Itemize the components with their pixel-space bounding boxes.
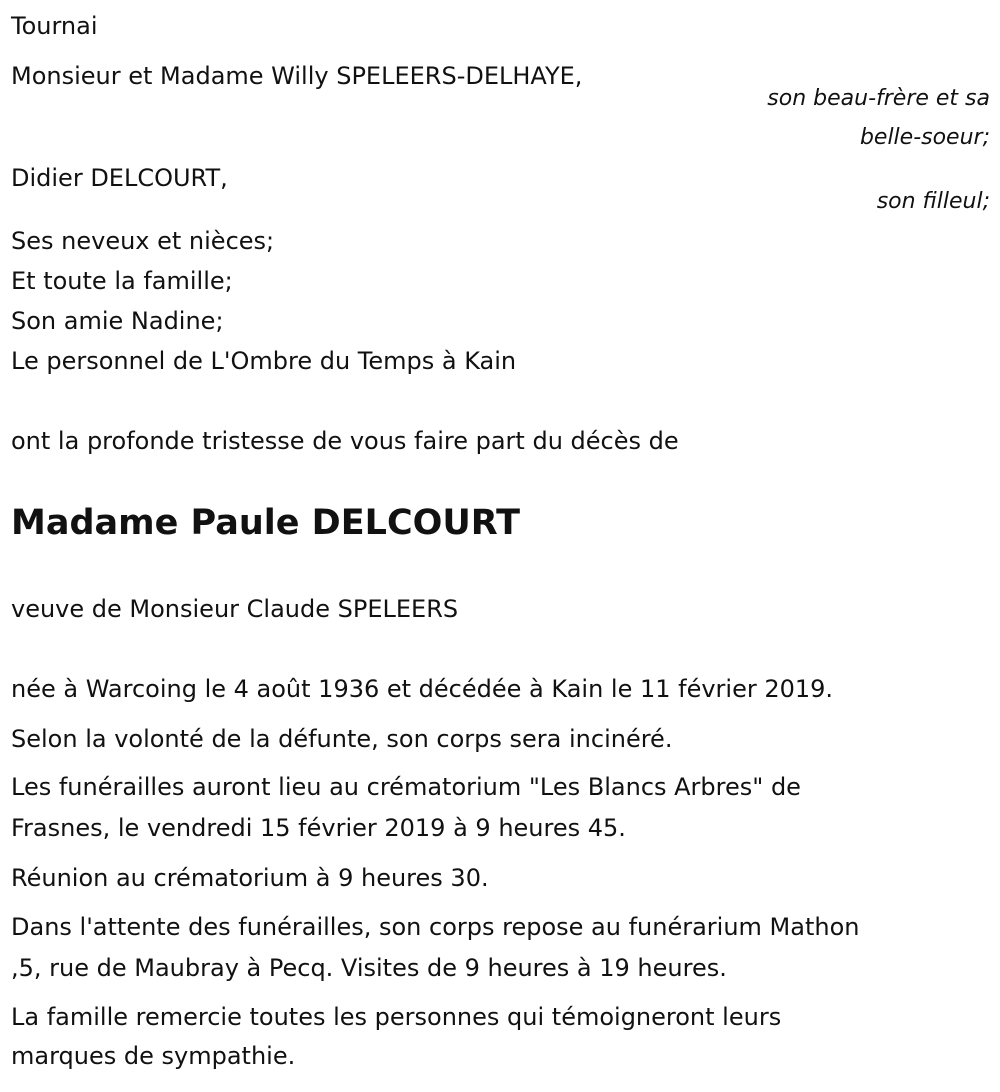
detail-line: Les funérailles auront lieu au crématorium "Les Blancs Arbres" de	[11, 773, 801, 801]
detail-line: ,5, rue de Maubray à Pecq. Visites de 9 heures à 19 heures.	[11, 954, 727, 982]
mourner-1-name: Monsieur et Madame Willy SPELEERS-DELHAYE,	[11, 62, 583, 90]
mourner-1-relation-line2: belle-soeur;	[859, 125, 990, 150]
mourner-1-relation-line1: son beau-frère et sa	[767, 86, 990, 111]
family-line: Ses neveux et nièces;	[11, 227, 275, 255]
deceased-name-heading: Madame Paule DELCOURT	[11, 503, 521, 543]
detail-line: Frasnes, le vendredi 15 février 2019 à 9 heures 45.	[11, 814, 626, 842]
family-line: Le personnel de L'Ombre du Temps à Kain	[11, 347, 517, 375]
city-label: Tournai	[11, 12, 98, 40]
detail-line: La famille remercie toutes les personnes qui témoigneront leurs	[11, 1003, 782, 1031]
mourner-2-relation: son filleul;	[876, 189, 990, 214]
announcement-text: ont la profonde tristesse de vous faire part du décès de	[11, 427, 679, 455]
detail-line: Réunion au crématorium à 9 heures 30.	[11, 864, 489, 892]
family-line: Son amie Nadine;	[11, 307, 224, 335]
detail-line: née à Warcoing le 4 août 1936 et décédée à Kain le 11 février 2019.	[11, 675, 834, 703]
detail-line: marques de sympathie.	[11, 1042, 296, 1070]
detail-line: Dans l'attente des funérailles, son corps repose au funérarium Mathon	[11, 913, 860, 941]
family-line: Et toute la famille;	[11, 267, 233, 295]
detail-line: Selon la volonté de la défunte, son corps sera incinéré.	[11, 725, 673, 753]
mourner-2-name: Didier DELCOURT,	[11, 164, 228, 192]
widow-of-text: veuve de Monsieur Claude SPELEERS	[11, 595, 459, 623]
